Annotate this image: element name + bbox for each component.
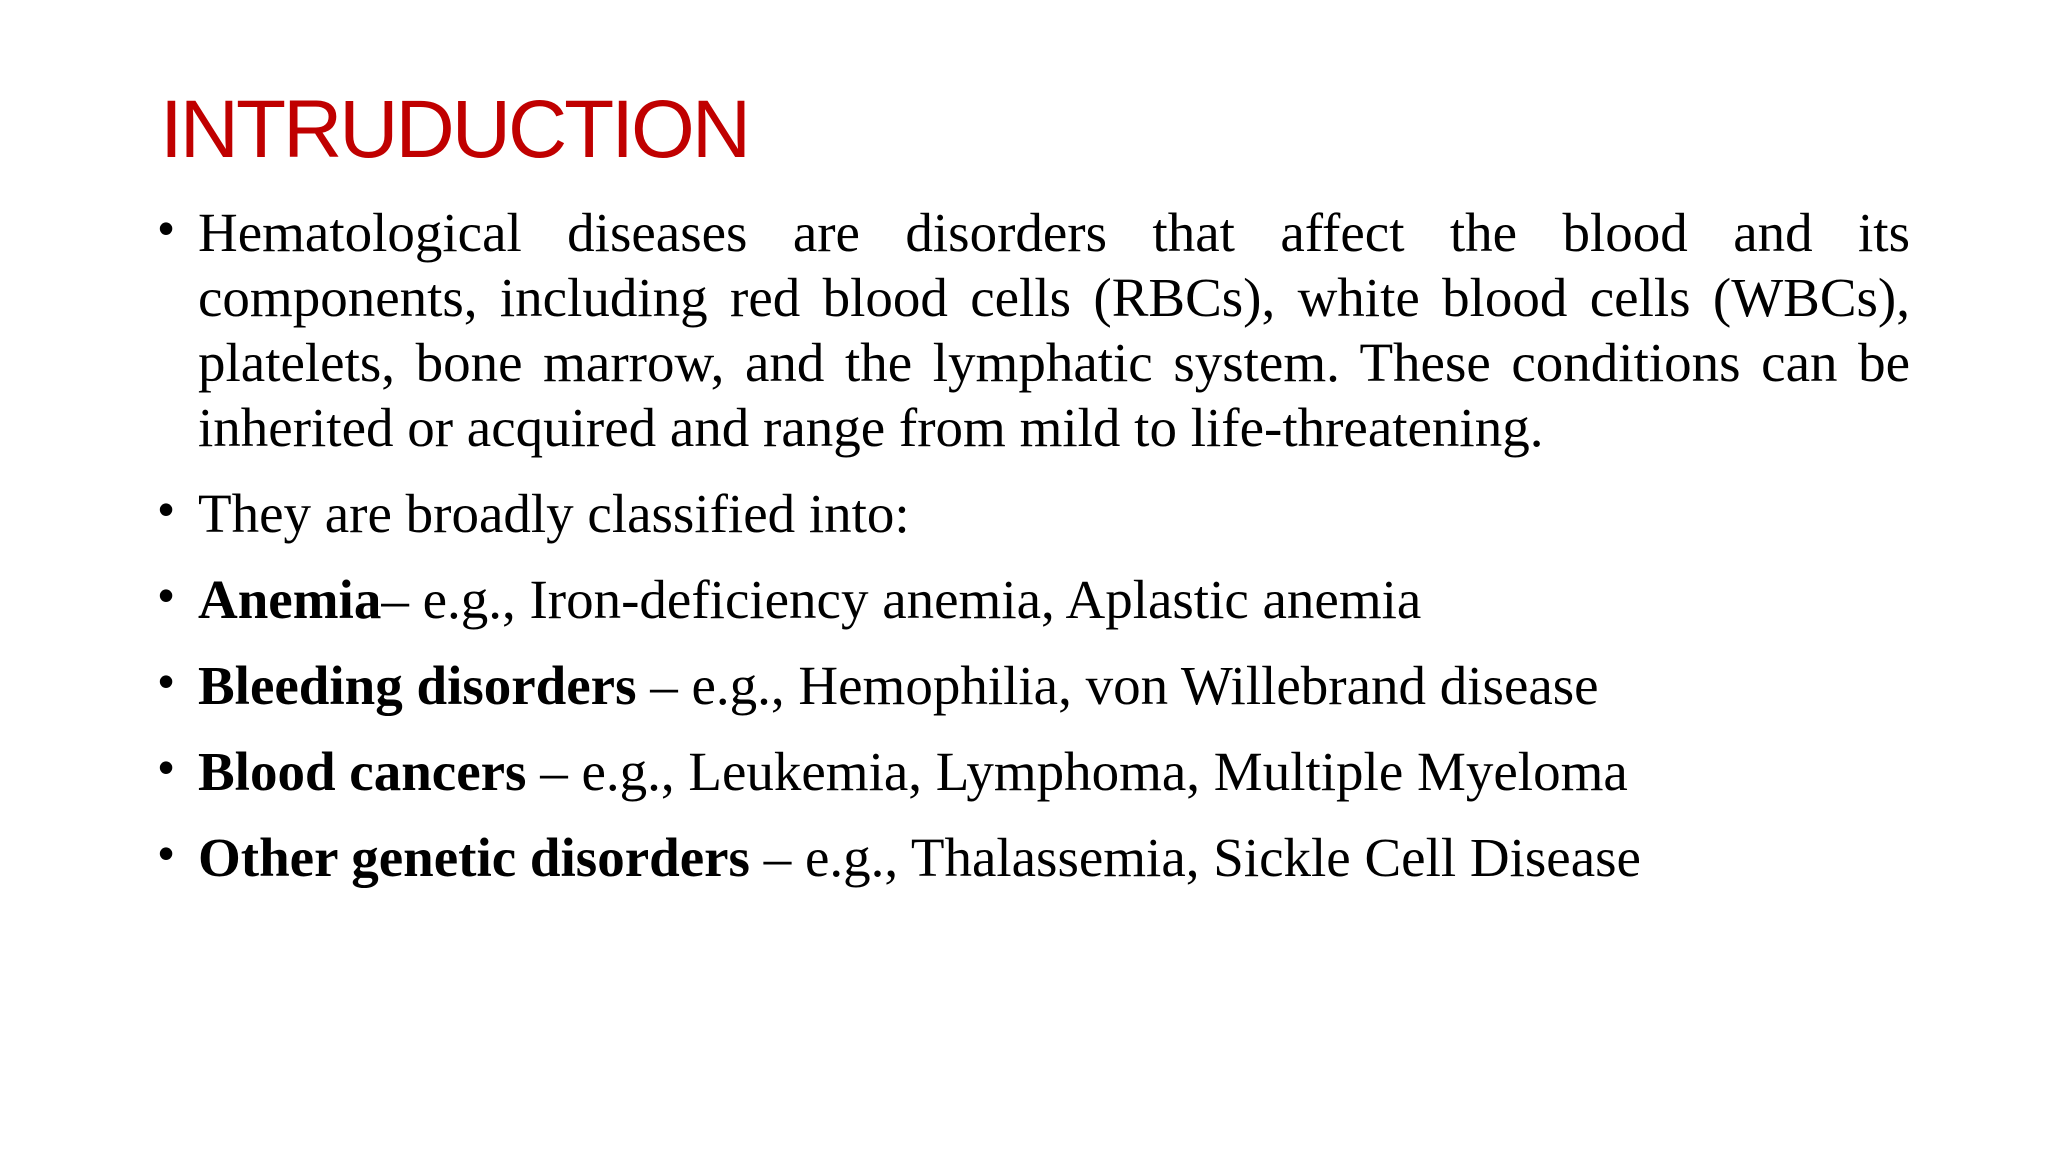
bullet-item-classification	[158, 481, 1910, 546]
bullet-text: – e.g., Thalassemia, Sickle Cell Disease	[749, 827, 1641, 888]
bullet-item-bleeding-disorders	[158, 653, 1910, 718]
bullet-icon: •	[158, 569, 175, 621]
bullet-icon: •	[158, 827, 175, 879]
slide-title: INTRUDUCTION	[160, 84, 749, 175]
bullet-item-anemia	[158, 567, 1910, 632]
bullet-item-genetic-disorders	[158, 825, 1910, 890]
bullet-text: – e.g., Iron-deficiency anemia, Aplastic anemia	[381, 569, 1422, 630]
bullet-item-definition	[158, 200, 1910, 460]
bullet-term: Bleeding disorders	[198, 655, 637, 716]
bullet-list	[158, 200, 1910, 911]
bullet-term: Other genetic disorders	[198, 827, 750, 888]
bullet-text: – e.g., Leukemia, Lymphoma, Multiple Myeloma	[526, 741, 1628, 802]
bullet-icon: •	[158, 202, 175, 254]
bullet-text: Hematological diseases are disorders that affect the blood and its components, including red blood cells (RBCs), white blood cells (WBCs), platelets, bone marrow, and the lymphatic system. These conditions can be inherited or acquired and range from mild to life-threatening.	[198, 202, 1910, 458]
bullet-text: They are broadly classified into:	[198, 483, 910, 544]
bullet-term: Anemia	[198, 569, 382, 630]
bullet-icon: •	[158, 483, 175, 535]
bullet-item-blood-cancers	[158, 739, 1910, 804]
bullet-term: Blood cancers	[198, 741, 527, 802]
bullet-icon: •	[158, 655, 175, 707]
bullet-text: – e.g., Hemophilia, von Willebrand disease	[636, 655, 1599, 716]
bullet-icon: •	[158, 741, 175, 793]
